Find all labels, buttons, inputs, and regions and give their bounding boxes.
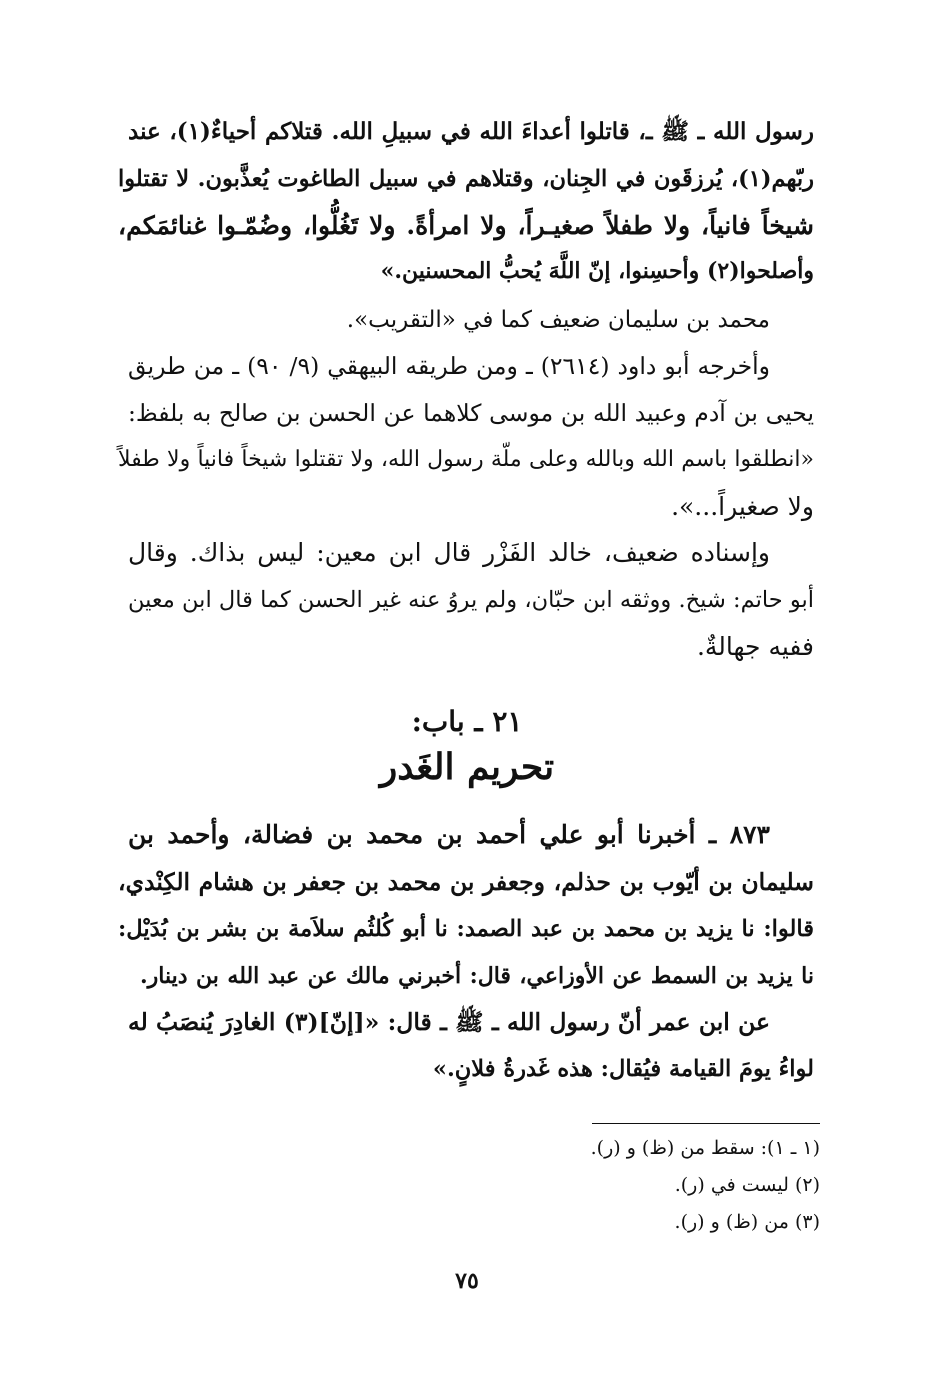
text-line: يحيى بن آدم وعبيد الله بن موسى كلاهما عن الحسن بن صالح به بلفظ: — [128, 399, 814, 427]
text-line: قالوا: نا يزيد بن محمد بن عبد الصمد: نا أبو كُلثُم سلاَمة بن بشر بن بُدَيْل: — [118, 916, 815, 942]
text-line: رسول الله ـ ﷺ ـ، قاتلوا أعداءَ الله في سبيلِ الله. قتلاكم أحياءٌ(١)، عند — [128, 118, 814, 145]
text-line: ٨٧٣ ـ أخبرنا أبو علي أحمد بن محمد بن فضالة، وأحمد بن — [128, 820, 770, 849]
footnote: (٣) من (ظ) و (ر). — [674, 1211, 820, 1233]
text-line: نا يزيد بن السمط عن الأوزاعي، قال: أخبرني مالك عن عبد الله بن دينار. — [140, 963, 814, 989]
text-line: وأخرجه أبو داود (٢٦١٤) ـ ومن طريقه البيهقي (٩/ ٩٠) ـ من طريق — [128, 352, 771, 380]
text-line: لواءُ يومَ القيامة فيُقال: هذه غَدرةُ فلانٍ.» — [432, 1056, 814, 1082]
text-line: وإسناده ضعيف، خالد الفَزْر قال ابن معين: ليس بذاك. وقال — [128, 538, 770, 567]
text-line: أبو حاتم: شيخ. ووثقه ابن حبّان، ولم يروُ عنه غير الحسن كما قال ابن معين — [128, 587, 814, 613]
text-line: ربّهم(١)، يُرزقَون في الجِنان، وقتلاهم في سبيل الطاغوت يُعذَّبون. لا تقتلوا — [118, 166, 814, 192]
chapter-title: تحريم الغَدر — [379, 746, 555, 788]
page-number: ٧٥ — [455, 1268, 479, 1294]
text-line: عن ابن عمر أنّ رسول الله ـ ﷺ ـ قال: «[إنّ](٣) الغادِرَ يُنصَبُ له — [128, 1008, 770, 1036]
footnote-separator — [592, 1123, 820, 1124]
chapter-number: ٢١ ـ باب: — [411, 705, 523, 738]
text-line: شيخاً فانياً، ولا طفلاً صغيـراً، ولا امرأةً. ولا تَغُلُّوا، وضُمّـوا غنائمَكم، — [118, 211, 814, 240]
text-line: ففيه جهالةٌ. — [696, 632, 814, 661]
footnote: (١ ـ ١): سقط من (ظ) و (ر). — [590, 1137, 820, 1159]
footnote: (٢) ليست في (ر). — [674, 1174, 820, 1196]
text-line: وأصلحوا(٢) وأحسِنوا، إنّ اللَّهَ يُحبُّ المحسنين.» — [380, 258, 814, 284]
text-line: ولا صغيراً...». — [671, 492, 814, 521]
text-line: محمد بن سليمان ضعيف كما في «التقريب». — [346, 307, 770, 333]
text-line: سليمان بن أيّوب بن حذلم، وجعفر بن محمد بن جعفر بن هشام الكِنْدي، — [118, 868, 814, 896]
text-line: «انطلقوا باسم الله وبالله وعلى ملّة رسول الله، ولا تقتلوا شيخاً فانياً ولا طفلاً — [118, 447, 814, 472]
